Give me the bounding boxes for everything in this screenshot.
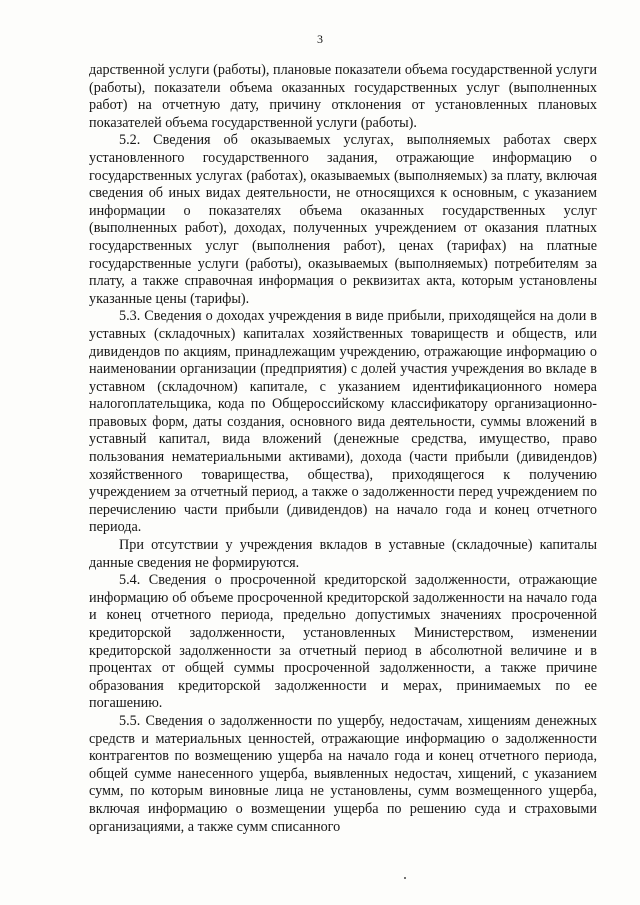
document-body <box>89 62 597 836</box>
paragraph-5-3: 5.3. Сведения о доходах учреждения в виде прибыли, приходящейся на доли в уставных (складочных) капиталах хозяйственных товариществ и обществ, или дивидендов по акциям, принадлежащим учреждению, отражающие информацию о наименовании организации (предприятия) с долей участия учреждения во вкладе в уставном (складочном) капитале, с указанием идентификационного номера налогоплательщика, кода по Общероссийскому классификатору организационно-правовых форм, даты создания, основного вида деятельности, суммы вложений в уставный капитал, вида вложений (денежные средства, имущество, право пользования нематериальными активами), дохода (части прибыли (дивидендов) хозяйственного товарищества, общества), приходящегося к получению учреждением за отчетный период, а также о задолженности перед учреждением по перечислению части прибыли (дивидендов) на начало года и конец отчетного периода. <box>89 308 597 536</box>
paragraph-continuation: дарственной услуги (работы), плановые показатели объема государственной услуги (работы), показатели объема оказанных государственных услуг (выполненных работ) на отчетную дату, причину отклонения от установленных плановых показателей объема государственной услуги (работы). <box>89 62 597 131</box>
page-number: 3 <box>317 32 323 46</box>
paragraph-5-5: 5.5. Сведения о задолженности по ущербу, недостачам, хищениям денежных средств и материальных ценностей, отражающие информацию о задолженности контрагентов по возмещению ущерба на начало года и конец отчетного периода, общей сумме нанесенного ущерба, выявленных недостач, хищений, с указанием сумм, по которым виновные лица не установлены, сумм возмещенного ущерба, включая информацию о возмещении ущерба по решению суда и страховыми организациями, а также сумм списанного <box>89 712 597 835</box>
paragraph-5-2: 5.2. Сведения об оказываемых услугах, выполняемых работах сверх установленного государственного задания, отражающие информацию о государственных услугах (работах), оказываемых (выполняемых) за плату, включая сведения об иных видах деятельности, не относящихся к основным, с указанием информации о показателях объема оказанных государственных услуг (выполненных работ), доходах, полученных учреждением от оказания платных государственных услуг (выполнения работ), ценах (тарифах) на платные государственные услуги (работы), оказываемых (выполняемых) потребителям за плату, а также справочная информация о реквизитах акта, которым установлены указанные цены (тарифы). <box>89 132 597 307</box>
paragraph-no-investments: При отсутствии у учреждения вкладов в уставные (складочные) капиталы данные сведения не формируются. <box>89 537 597 571</box>
scan-speck <box>404 877 406 879</box>
paragraph-5-4: 5.4. Сведения о просроченной кредиторской задолженности, отражающие информацию об объеме просроченной кредиторской задолженности на начало года и конец отчетного периода, предельно допустимых значениях просроченной кредиторской задолженности, установленных Министерством, изменении кредиторской задолженности за отчетный период в абсолютной величине и в процентах от общей суммы просроченной задолженности, а также причине образования кредиторской задолженности и мерах, принимаемых по ее погашению. <box>89 572 597 712</box>
